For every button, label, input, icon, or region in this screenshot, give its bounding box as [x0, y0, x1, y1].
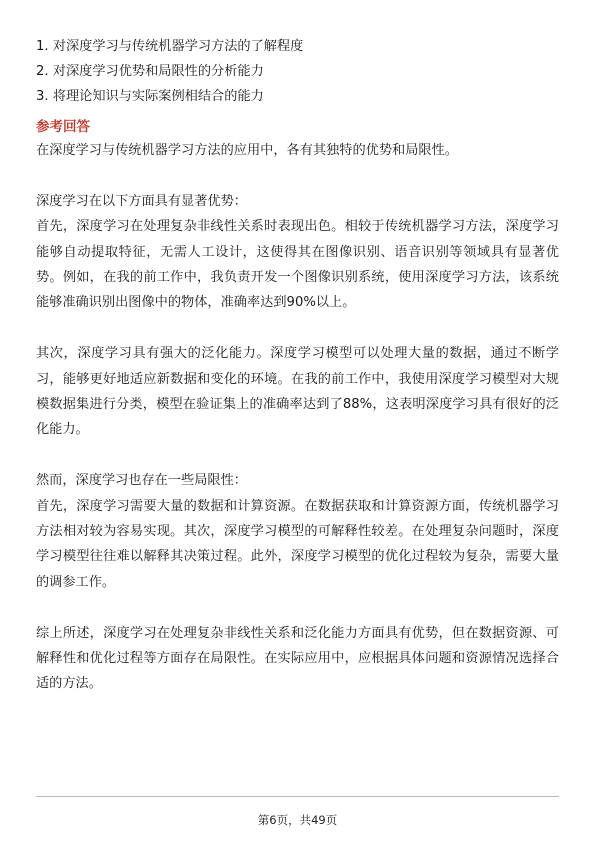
criteria-item-2: 2. 对深度学习优势和局限性的分析能力: [36, 64, 264, 79]
paragraph-gap: [36, 595, 559, 620]
advantage-2-paragraph: 其次，深度学习具有强大的泛化能力。深度学习模型可以处理大量的数据，通过不断学习，能够更好地适应新数据和变化的环境。在我的前工作中，我使用深度学习模型对大规模数据集进行分类，模型在验证集上的准确率达到了88%，这表明深度学习具有很好的泛化能力。: [36, 346, 559, 438]
limitations-heading: 然而，深度学习也存在一些局限性：: [36, 473, 247, 489]
reference-answer-heading: 参考回答: [36, 119, 90, 135]
paragraph-gap: [36, 316, 559, 341]
criteria-item-3: 3. 将理论知识与实际案例相结合的能力: [36, 89, 264, 104]
document-body: [36, 34, 559, 697]
advantage-1-paragraph: 首先，深度学习在处理复杂非线性关系时表现出色。相较于传统机器学习方法，深度学习能够自动提取特征，无需人工设计，这使得其在图像识别、语音识别等领域具有显著优势。例如，在我的前工作中，我负责开发一个图像识别系统，使用深度学习方法，该系统能够准确识别出图像中的物体，准确率达到90%以上。: [36, 219, 559, 311]
page-number: 第6页，共49页: [257, 813, 338, 827]
footer-divider: [36, 796, 559, 797]
advantages-heading: 深度学习在以下方面具有显著优势：: [36, 193, 247, 209]
conclusion-paragraph: 综上所述，深度学习在处理复杂非线性关系和泛化能力方面具有优势，但在数据资源、可解释性和优化过程等方面存在局限性。在实际应用中，应根据具体问题和资源情况选择合适的方法。: [36, 625, 559, 692]
paragraph-gap: [36, 163, 559, 188]
criteria-item-1: 1. 对深度学习与传统机器学习方法的了解程度: [36, 39, 304, 54]
limitations-paragraph: 首先，深度学习需要大量的数据和计算资源。在数据获取和计算资源方面，传统机器学习方法相对较为容易实现。其次，深度学习模型的可解释性较差。在处理复杂问题时，深度学习模型往往难以解释其决策过程。此外，深度学习模型的优化过程较为复杂，需要大量的调参工作。: [36, 498, 559, 590]
intro-paragraph: 在深度学习与传统机器学习方法的应用中，各有其独特的优势和局限性。: [36, 143, 458, 158]
paragraph-gap: [36, 443, 559, 468]
